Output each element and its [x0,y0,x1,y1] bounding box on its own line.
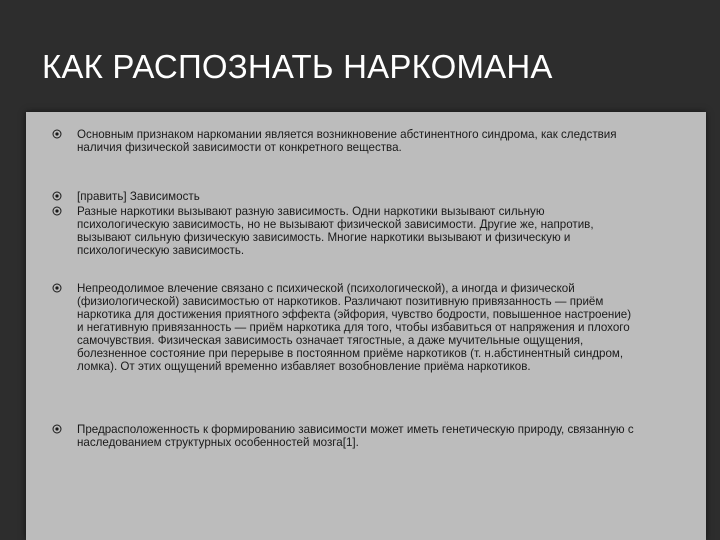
bullet-text-1: Основным признаком наркомании является возникновение абстинентного синдрома, как следствия наличия физической зависимости от конкретного вещества. [77,128,617,154]
circled-bullet-icon [52,283,62,293]
bullet-text-2: [править] Зависимость [77,190,200,203]
circled-bullet-icon [52,191,62,201]
circled-bullet-icon [52,424,62,434]
circled-bullet-icon [52,206,62,216]
slide-title: КАК РАСПОЗНАТЬ НАРКОМАНА [42,48,553,85]
bullet-text-3: Разные наркотики вызывают разную зависимость. Одни наркотики вызывают сильную психологическую зависимость, но не вызывают физической зависимости. Другие же, напротив, вызывают сильную физическую зависимость. Многие наркотики вызывают и физическую и психологическую зависимость. [77,205,594,257]
bullet-text-4: Непреодолимое влечение связано с психической (психологической), а иногда и физической (физиологической) зависимостью от наркотиков. Различают позитивную привязанность — приём наркотика для достижения приятного эффекта (эйфория, чувство бодрости, повышенное настроение) и негативную привязанность — приём наркотика для того, чтобы избавиться от напряжения и плохого самочувствия. Физическая зависимость означает тягостные, а даже мучительные ощущения, болезненное состояние при перерыве в постоянном приёме наркотиков (т. н.абстинентный синдром, ломка). От этих ощущений временно избавляет возобновление приёма наркотиков. [77,282,632,373]
bullet-text-5: Предрасположенность к формированию зависимости может иметь генетическую природу, связанную с наследованием структурных особенностей мозга[1]. [77,423,634,449]
circled-bullet-icon [52,129,62,139]
